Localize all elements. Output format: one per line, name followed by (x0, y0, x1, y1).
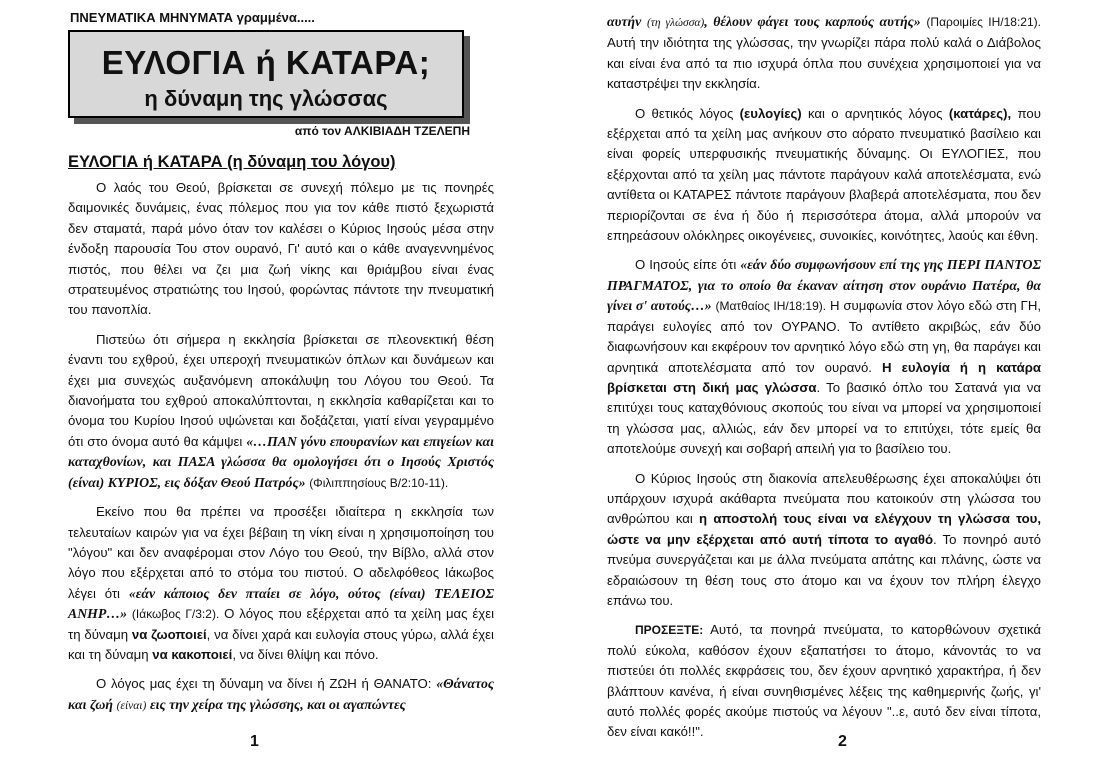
scripture-quote: «Θάνατος και ζωή (68, 676, 494, 712)
scripture-reference: (Φιλιππησίους Β/2:10-11). (309, 475, 449, 490)
paragraph: Ο Ιησούς είπε ότι «εάν δύο συμφωνήσουν επί της γης ΠΕΡΙ ΠΑΝΤΟΣ ΠΡΑΓΜΑΤΟΣ, για το οποίο θα έκαναν αίτηση στον ουράνιο Πατέρα, θα γίνει σ' αυτούς…» (Ματθαίος ΙΗ/18:19). Η συμφωνία στον λόγο εδώ στη ΓΗ, παράγει ευλογίες από τον ΟΥΡΑΝΟ. Το αντίθετο ακριβώς, εάν δύο διαφωνήσουν και εκφέρουν τον αρνητικό λόγο εδώ στη γη, θα παράγει και αρνητικά αποτελέσματα από τον ουρανό. Η ευλογία ή η κατάρα βρίσκεται στη δική μας γλώσσα. Το βασικό όπλο του Σατανά για να επιτύχει τους καταχθόνιους σκοπούς του είναι να μπορεί να χρησιμοποιεί τη γλώσσα μας, αλλιώς, εάν δεν μπορεί να το επιτύχει, τότε εμείς θα αποτελούμε συνεχή και σοβαρή απειλή για το βασίλειο του. (607, 257, 1042, 457)
scripture-reference: (Ματθαίος ΙΗ/18:19). (715, 299, 827, 314)
paragraph: αυτήν (τη γλώσσα), θέλουν φάγει τους καρπούς αυτής» (Παροιμίες ΙΗ/18:21). Αυτή την ιδιότητα της γλώσσας, την γνωρίζει πάρα πολύ καλά ο Διάβολος και είναι ένα από τα πιο ισχυρά όπλα που συνέχεια χρησιμοποιεί για να καταστρέψει την εκκλησία. (607, 14, 1041, 92)
scripture-quote: «εάν δύο συμφωνήσουν επί της γης ΠΕΡΙ ΠΑΝΤΟΣ ΠΡΑΓΜΑΤΟΣ, για το οποίο θα έκαναν αίτηση στον ουράνιο Πατέρα, θα γίνει σ' αυτούς…» (607, 257, 1041, 314)
paragraph: ΠΡΟΣΕΞΤΕ: Αυτό, τα πονηρά πνεύματα, το κατορθώνουν σχετικά πολύ εύκολα, καθόσον έχουν εξαπατήσει το άτομο, κάνοντάς το να πιστεύει ότι πολλές εκφράσεις του, δεν έχουν αρνητικό χαρακτήρα, ή δεν βλάπτουν κανένα, ή είναι συνηθισμένες λέξεις της καθημερινής ζωής, γι' αυτό πολλές φορές ακούμε πιστούς να λέγουν "..ε, αυτό δεν είναι τίποτα, δεν είναι κακό!!". (607, 622, 1041, 740)
paragraph: Ο λαός του Θεού, βρίσκεται σε συνεχή πόλεμο με τις πονηρές δαιμονικές δυνάμεις, ένας πόλεμος που για τον κάθε πιστό ξεχωριστά δεν σταματά, παρά μόνο όταν τον καλέσει ο Κύριος Ιησούς μέσα στην ένδοξη παρουσία Του στον ουρανό, Γι' αυτό και ο κάθε αναγεννημένος πιστός, που θέλει να ζει μια ζωή νίκης και θριάμβου είναι ένας στρατευμένος στρατιώτης του Ιησού, φορώντας πάντοτε την πνευματική του πανοπλία. (68, 180, 494, 318)
paragraph: Ο θετικός λόγος (ευλογίες) και ο αρνητικός λόγος (κατάρες), που εξέρχεται από τα χείλη μας ανήκουν στο αόρατο πνευματικό βασίλειο και είναι φορείς υπερφυσικής πνευματικής δύναμης. Οι ΕΥΛΟΓΙΕΣ, που εξέρχονται από τα χείλη μας πάντοτε παράγουν καλά αποτελέσματα, ενώ αντίθετα οι ΚΑΤΑΡΕΣ πάντοτε παράγουν βλαβερά αποτελέσματα, που δεν περιορίζονται σε ένα ή δύο ή περισσότερα άτομα, αλλά μπορούν να επηρεάσουν ολόκληρες οικογένειες, συνοικίες, κοινότητες, λαούς και έθνη. (607, 105, 1041, 244)
left-column-text (68, 178, 494, 716)
warning-label: ΠΡΟΣΕΞΤΕ: (635, 623, 704, 638)
document-subtitle: η δύναμη της γλώσσας (144, 86, 388, 111)
section-heading: ΕΥΛΟΓΙΑ ή ΚΑΤΑΡΑ (η δύναμη του λόγου) (68, 153, 396, 171)
paragraph: Πιστεύω ότι σήμερα η εκκλησία βρίσκεται σε πλεονεκτική θέση έναντι του εχθρού, έχει υπεροχή πνευματικών όπλων και δυνάμεων και έχει μια συνεχώς αυξανόμενη αποκάλυψη του Λόγου του Θεού. Τα διανοήματα του εχθρού αποκαλύπτονται, η εκκλησία καθαρίζεται και το όνομα του Κυρίου Ιησού υψώνεται και δοξάζεται, γιατί είναι γεγραμμένο ότι στο όνομα αυτό θα κάμψει «…ΠΑΝ γόνυ επουρανίων και επιγείων και καταχθονίων, και ΠΑΣΑ γλώσσα θα ομολογήσει ότι ο Ιησούς Χριστός (είναι) ΚΥΡΙΟΣ, εις δόξαν Θεού Πατρός» (Φιλιππησίους Β/2:10-11). (68, 331, 494, 490)
scripture-quote: «…ΠΑΝ γόνυ επουρανίων και επιγείων και καταχθονίων, και ΠΑΣΑ γλώσσα θα ομολογήσει ότι ο Ιησούς Χριστός (είναι) ΚΥΡΙΟΣ, εις δόξαν Θεού Πατρός» (68, 433, 494, 490)
author-line: από τον ΑΛΚΙΒΙΑΔΗ ΤΖΕΛΕΠΗ (294, 124, 470, 138)
page-number: 1 (250, 733, 259, 750)
scripture-quote: αυτήν (607, 14, 642, 29)
scripture-reference: (Ιάκωβος Γ/3:2). (131, 607, 220, 622)
document-title: ΕΥΛΟΓΙΑ ή ΚΑΤΑΡΑ; (101, 44, 431, 81)
scripture-reference: (Παροιμίες ΙΗ/18:21). (926, 15, 1041, 29)
series-header: ΠΝΕΥΜΑΤΙΚΑ ΜΗΝΥΜΑΤΑ γραμμένα..... (70, 10, 315, 25)
page-number: 2 (838, 733, 847, 750)
title-box (68, 30, 464, 118)
paragraph: Ο λόγος μας έχει τη δύναμη να δίνει ή ΖΩΗ ή ΘΑΝΑΤΟ: «Θάνατος και ζωή (είναι) εις την χείρα της γλώσσης, και οι αγαπώντες (68, 676, 494, 712)
scripture-quote: «εάν κάποιος δεν πταίει σε λόγο, ούτος (είναι) ΤΕΛΕΙΟΣ ΑΝΗΡ…» (68, 585, 495, 622)
paragraph: Ο Κύριος Ιησούς στη διακονία απελευθέρωσης έχει αποκαλύψει ότι υπάρχουν ισχυρά ακάθαρτα πνεύματα που κατοικούν στη γλώσσα του ανθρώπου και η αποστολή τους είναι να ελέγχουν τη γλώσσα του, ώστε να μην εξέρχεται από αυτή τίποτα το αγαθό. Το πονηρό αυτό πνεύμα συνεργάζεται και με άλλα πνεύματα απάτης και πλάνης, ώστε να εδραιώσουν τη θέση τους στο άτομο και να έχουν τον πλήρη έλεγχο επάνω του. (607, 470, 1041, 608)
right-column-text (607, 12, 1041, 743)
paragraph: Εκείνο που θα πρέπει να προσέξει ιδιαίτερα η εκκλησία των τελευταίων καιρών για να έχει βέβαιη τη νίκη είναι η χρησιμοποίηση του "λόγου" και δεν αναφέρομαι στον Λόγο του Θεού, την Βίβλο, αλλά στον λόγο που εξέρχεται από το στόμα του πιστού. Ο αδελφόθεος Ιάκωβος λέγει ότι «εάν κάποιος δεν πταίει σε λόγο, ούτος (είναι) ΤΕΛΕΙΟΣ ΑΝΗΡ…» (Ιάκωβος Γ/3:2). Ο λόγος που εξέρχεται από τα χείλη μας έχει τη δύναμη να ζωοποιεί, να δίνει χαρά και ευλογία στους γύρω, αλλά έχει και τη δύναμη να κακοποιεί, να δίνει θλίψη και πόνο. (68, 504, 495, 662)
